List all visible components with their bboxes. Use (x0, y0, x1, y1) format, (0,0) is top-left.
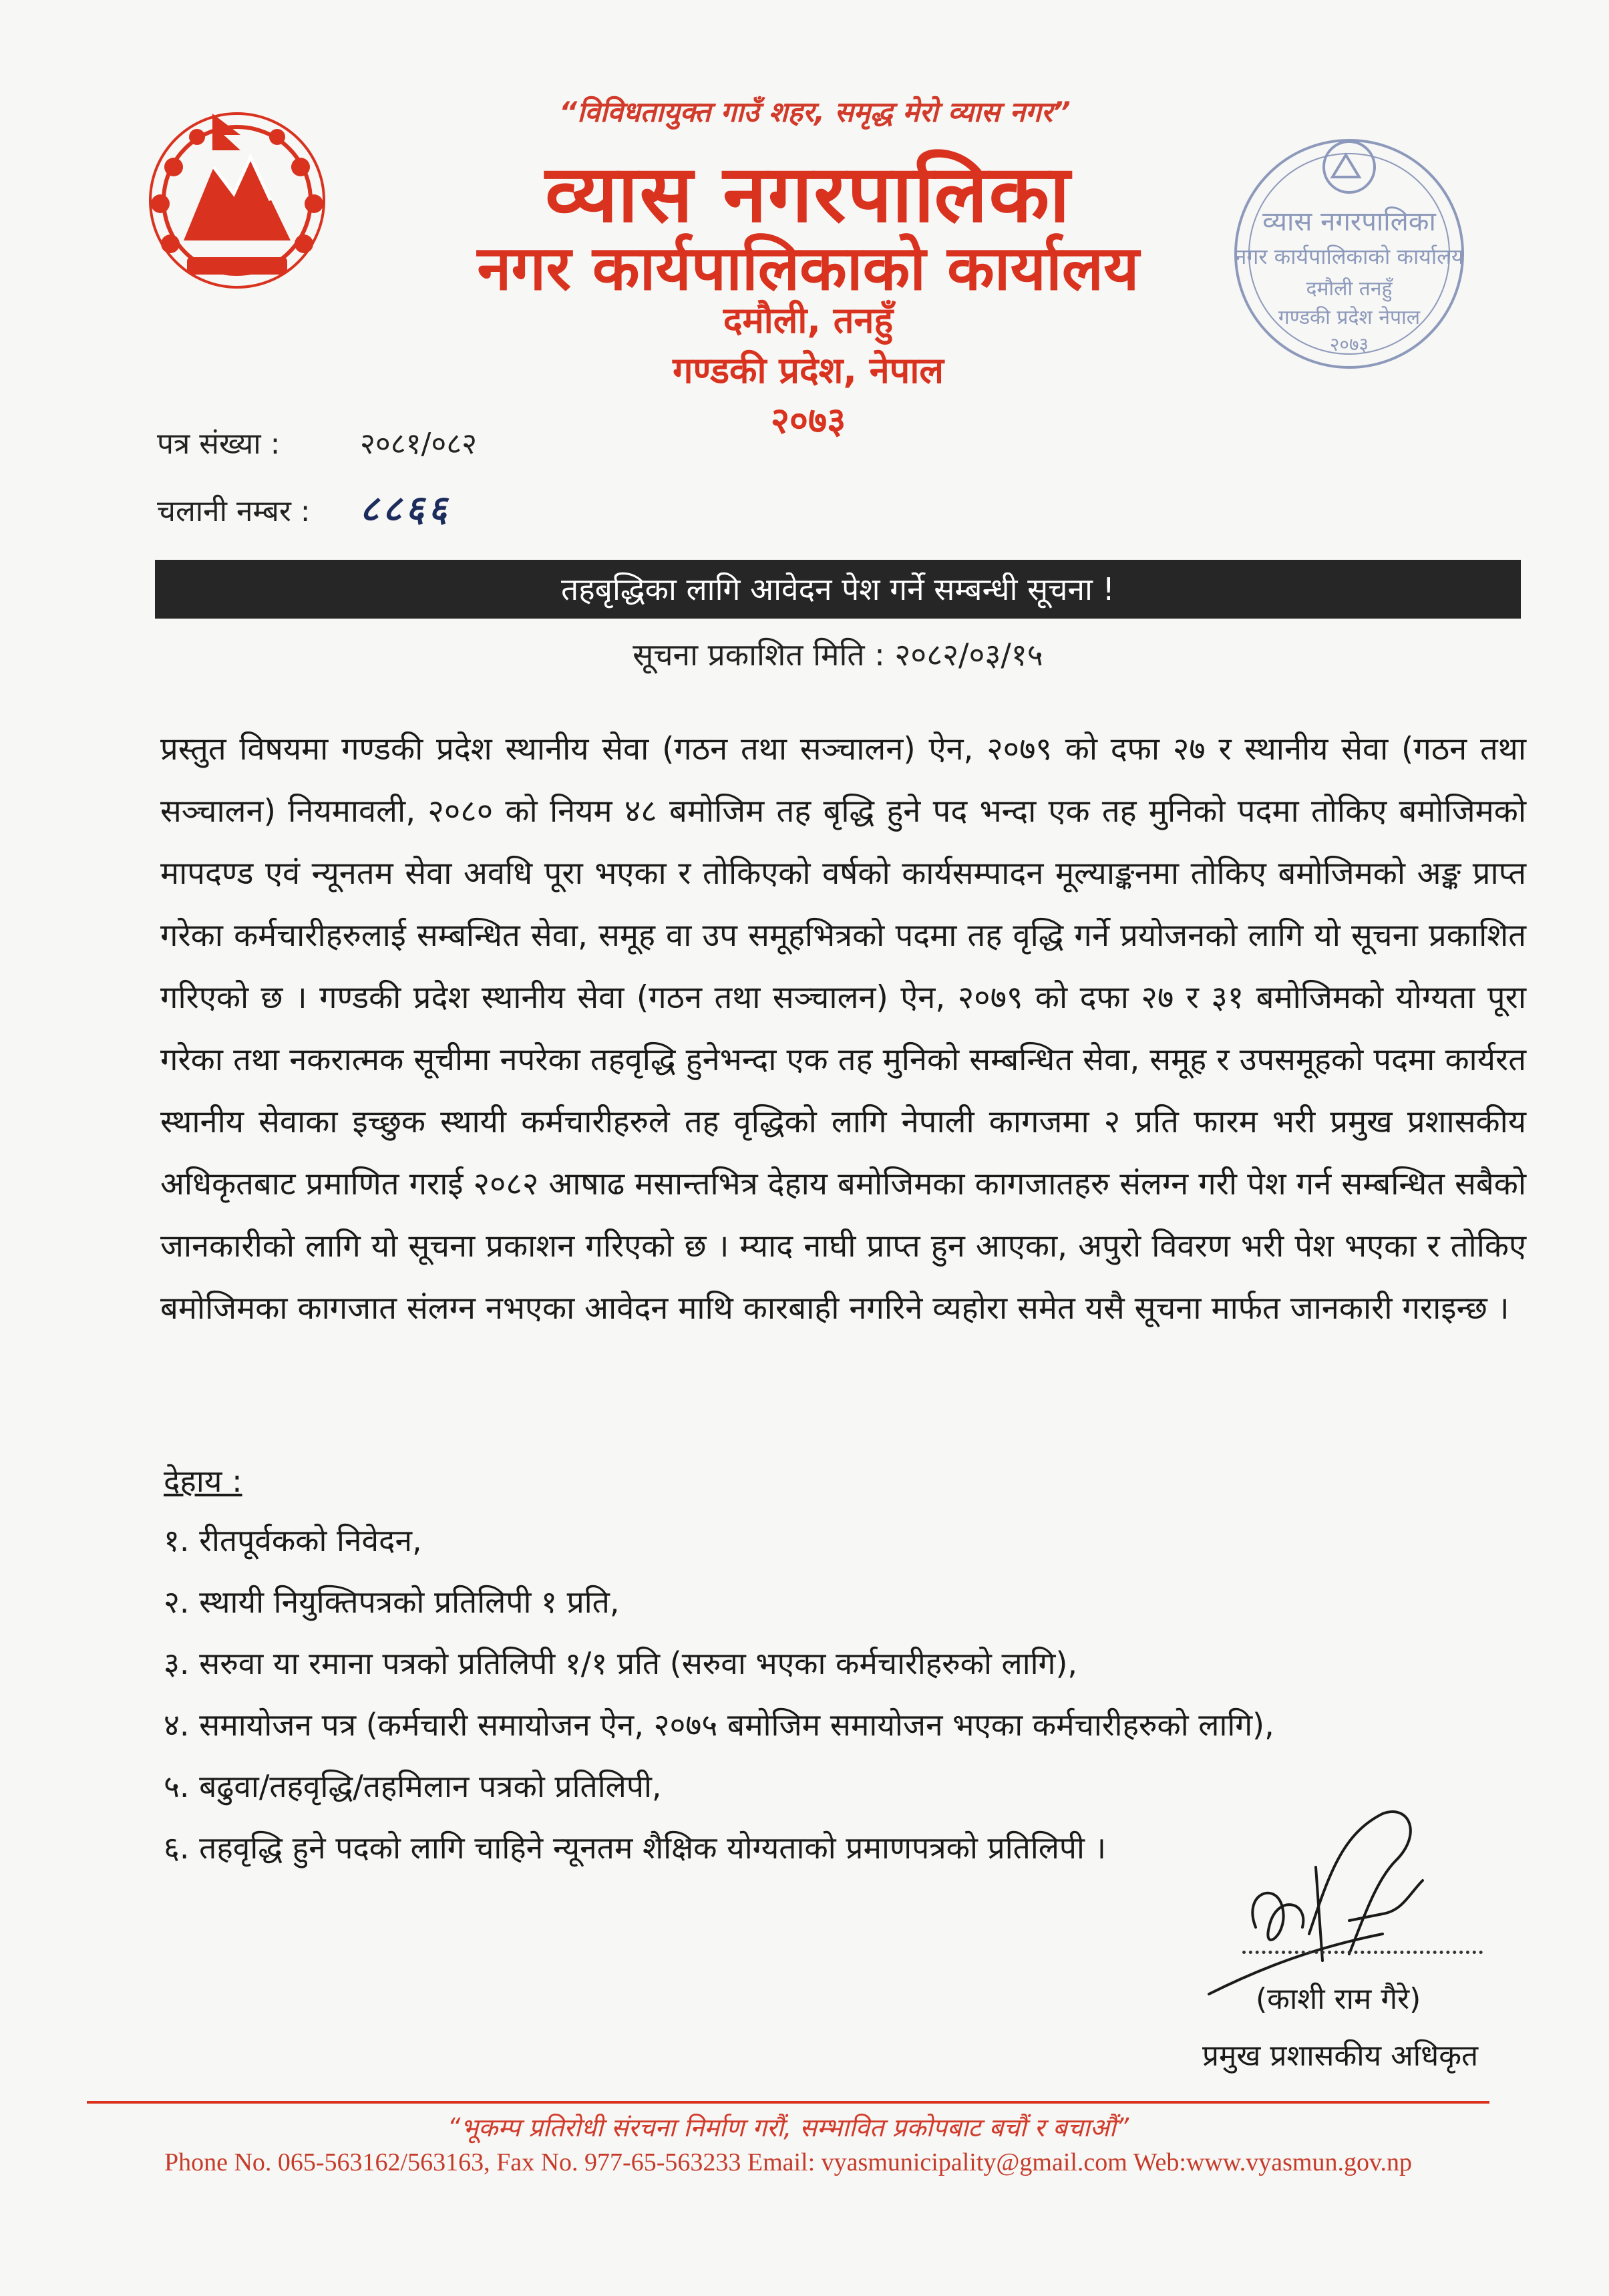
notice-title-banner: तहबृद्धिका लागि आवेदन पेश गर्ने सम्बन्धी सूचना ! (155, 560, 1521, 619)
address-line-2: गण्डकी प्रदेश, नेपाल (673, 349, 944, 391)
signatory-title: प्रमुख प्रशासकीय अधिकृत (1202, 2039, 1479, 2073)
nepal-emblem-icon (134, 87, 341, 307)
published-date: सूचना प्रकाशित मिति : २०८२/०३/१५ (633, 637, 1043, 673)
list-item: २. स्थायी नियुक्तिपत्रको प्रतिलिपी १ प्रति, (164, 1584, 620, 1620)
stamp-line-5: २०७३ (1329, 333, 1369, 355)
established-year: २०७३ (770, 399, 846, 442)
letter-number-row (157, 422, 477, 462)
stamp-line-3: दमौली तनहुँ (1306, 277, 1393, 301)
signatory-name: (काशी राम गैरे) (1256, 1982, 1421, 2016)
stamp-line-2: नगर कार्यपालिकाको कार्यालय (1234, 244, 1464, 269)
office-subtitle: नगर कार्यपालिकाको कार्यालय (477, 232, 1139, 304)
required-documents-title: देहाय : (164, 1463, 242, 1499)
list-item: ३. सरुवा या रमाना पत्रको प्रतिलिपी १/१ प्रति (सरुवा भएका कर्मचारीहरुको लागि), (164, 1645, 1078, 1681)
office-name: व्यास नगरपालिका (545, 148, 1071, 240)
footer-contact: Phone No. 065-563162/563163, Fax No. 977-65-563233 Email: vyasmunicipality@gmail.com Web:www.vyasmun.gov.np (164, 2148, 1413, 2176)
letter-number-label: पत्र संख्या : (157, 427, 281, 461)
signature-line (1242, 1951, 1483, 1954)
dispatch-number-row (157, 482, 451, 532)
list-item: ६. तहवृद्धि हुने पदको लागि चाहिने न्यूनतम शैक्षिक योग्यताको प्रमाणपत्रको प्रतिलिपी । (164, 1830, 1107, 1866)
municipality-slogan: “विविधतायुक्त गाउँ शहर, समृद्ध मेरो व्यास नगर” (559, 96, 1071, 128)
letter-number-value: २०८१/०८२ (360, 427, 477, 461)
list-item: ४. समायोजन पत्र (कर्मचारी समायोजन ऐन, २०७५ बमोजिम समायोजन भएका कर्मचारीहरुको लागि), (164, 1707, 1274, 1743)
official-stamp-icon (1222, 120, 1476, 387)
footer-divider (87, 2101, 1489, 2104)
list-item: १. रीतपूर्वकको निवेदन, (164, 1522, 422, 1559)
dispatch-number-label: चलानी नम्बर : (157, 494, 311, 528)
dispatch-number-value: ८८६६ (360, 488, 452, 530)
address-line-1: दमौली, तनहुँ (723, 299, 894, 341)
stamp-line-1: व्यास नगरपालिका (1262, 206, 1436, 237)
list-item: ५. बढुवा/तहवृद्धि/तहमिलान पत्रको प्रतिलिपी, (164, 1768, 662, 1804)
footer-slogan: “भूकम्प प्रतिरोधी संरचना निर्माण गरौं, सम्भावित प्रकोपबाट बचौं र बचाऔं” (447, 2113, 1129, 2142)
stamp-line-4: गण्डकी प्रदेश नेपाल (1278, 306, 1421, 329)
notice-body: प्रस्तुत विषयमा गण्डकी प्रदेश स्थानीय सेवा (गठन तथा सञ्चालन) ऐन, २०७९ को दफा २७ र स्थानीय सेवा (गठन तथा सञ्चालन) नियमावली, २०८० को नियम ४८ बमोजिम तह बृद्धि हुने पद भन्दा एक तह मुनिको पदमा तोकिए बमोजिमको मापदण्ड एवं न्यूनतम सेवा अवधि पूरा भएका र तोकिएको वर्षको कार्यसम्पादन मूल्याङ्कनमा तोकिए बमोजिमको अङ्क प्राप्त गरेका कर्मचारीहरुलाई सम्बन्धित सेवा, समूह वा उप समूहभित्रको पदमा तह वृद्धि गर्ने प्रयोजनको लागि यो सूचना प्रकाशित गरिएको छ । गण्डकी प्रदेश स्थानीय सेवा (गठन तथा सञ्चालन) ऐन, २०७९ को दफा २७ र ३१ बमोजिमको योग्यता पूरा गरेका तथा नकरात्मक सूचीमा नपरेका तहवृद्धि हुनेभन्दा एक तह मुनिको सम्बन्धित सेवा, समूह र उपसमूहको पदमा कार्यरत स्थानीय सेवाका इच्छुक स्थायी कर्मचारीहरुले तह वृद्धिको लागि नेपाली कागजमा २ प्रति फारम भरी प्रमुख प्रशासकीय अधिकृतबाट प्रमाणित गराई २०८२ आषाढ मसान्तभित्र देहाय बमोजिमका कागजातहरु संलग्न गरी पेश गर्न सम्बन्धित सबैको जानकारीको लागि यो सूचना प्रकाशन गरिएको छ । म्याद नाघी प्राप्त हुन आएका, अपुरो विवरण भरी पेश भएका र तोकिए बमोजिमका कागजात संलग्न नभएका आवेदन माथि कारबाही नगरिने व्यहोरा समेत यसै सूचना मार्फत जानकारी गराइन्छ । (160, 731, 1526, 1327)
